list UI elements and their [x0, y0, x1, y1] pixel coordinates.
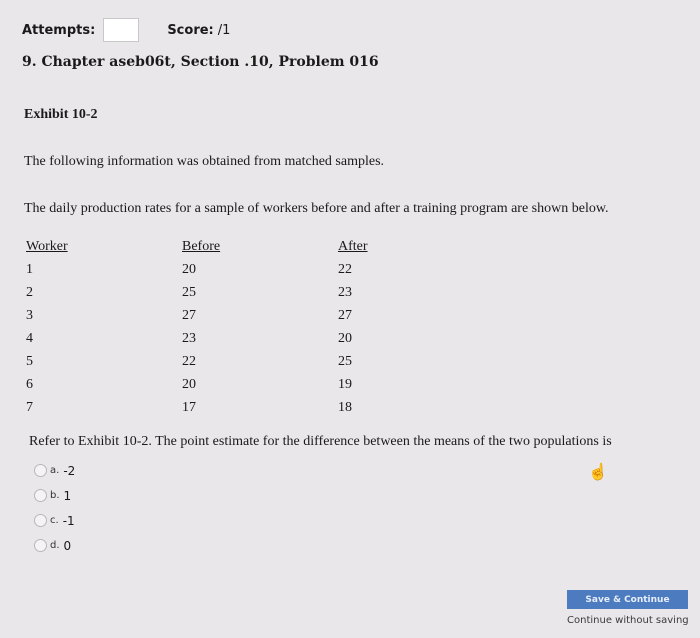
option-value: 1 [63, 488, 72, 503]
score-label: Score: [167, 22, 214, 38]
table-row [26, 304, 398, 327]
score-value: /1 [217, 22, 231, 38]
after-cell: 20 [338, 330, 352, 346]
table-row [26, 396, 398, 419]
answer-options [34, 458, 75, 558]
column-header-before: Before [182, 239, 221, 254]
table-header-row [26, 236, 398, 258]
before-cell: 25 [182, 284, 196, 300]
before-cell: 20 [182, 376, 196, 392]
worker-cell: 1 [26, 261, 33, 277]
before-cell: 27 [182, 307, 196, 323]
worker-cell: 6 [26, 376, 33, 392]
before-cell: 20 [182, 261, 196, 277]
header-bar [22, 18, 230, 42]
intro-text: The following information was obtained from matched samples. [24, 154, 385, 169]
option-d[interactable] [34, 533, 75, 558]
worker-cell: 2 [26, 284, 33, 300]
column-header-worker: Worker [26, 239, 68, 254]
after-cell: 25 [338, 353, 352, 369]
option-letter: a. [50, 465, 60, 476]
attempts-field [103, 18, 139, 42]
worker-cell: 7 [26, 399, 33, 415]
attempts-label: Attempts: [22, 22, 96, 38]
option-a[interactable] [34, 458, 75, 483]
table-row [26, 350, 398, 373]
radio-button[interactable] [34, 464, 47, 477]
radio-button[interactable] [34, 539, 47, 552]
radio-button[interactable] [34, 514, 47, 527]
after-cell: 27 [338, 307, 352, 323]
data-table [26, 236, 398, 419]
after-cell: 18 [338, 399, 352, 415]
option-value: -1 [62, 513, 75, 528]
option-c[interactable] [34, 508, 75, 533]
save-continue-button[interactable]: Save & Continue [567, 590, 688, 609]
continue-without-saving-link[interactable]: Continue without saving [567, 615, 689, 626]
before-cell: 22 [182, 353, 196, 369]
option-value: 0 [63, 538, 72, 553]
option-b[interactable] [34, 483, 75, 508]
table-row [26, 327, 398, 350]
before-cell: 17 [182, 399, 196, 415]
after-cell: 19 [338, 376, 352, 392]
radio-button[interactable] [34, 489, 47, 502]
option-letter: b. [50, 490, 60, 501]
description-text: The daily production rates for a sample of workers before and after a training program are shown below. [24, 201, 609, 216]
worker-cell: 3 [26, 307, 33, 323]
before-cell: 23 [182, 330, 196, 346]
exhibit-heading: Exhibit 10-2 [24, 107, 98, 122]
worker-cell: 5 [26, 353, 33, 369]
option-letter: c. [50, 515, 59, 526]
question-text: Refer to Exhibit 10-2. The point estimate for the difference between the means of the two populations is [29, 434, 612, 449]
table-row [26, 258, 398, 281]
after-cell: 22 [338, 261, 352, 277]
table-row [26, 281, 398, 304]
column-header-after: After [338, 239, 368, 254]
option-letter: d. [50, 540, 60, 551]
table-row [26, 373, 398, 396]
option-value: -2 [63, 463, 76, 478]
worker-cell: 4 [26, 330, 33, 346]
hand-pointer-icon: ☝ [588, 464, 608, 481]
after-cell: 23 [338, 284, 352, 300]
problem-title: 9. Chapter aseb06t, Section .10, Problem 016 [22, 54, 379, 70]
